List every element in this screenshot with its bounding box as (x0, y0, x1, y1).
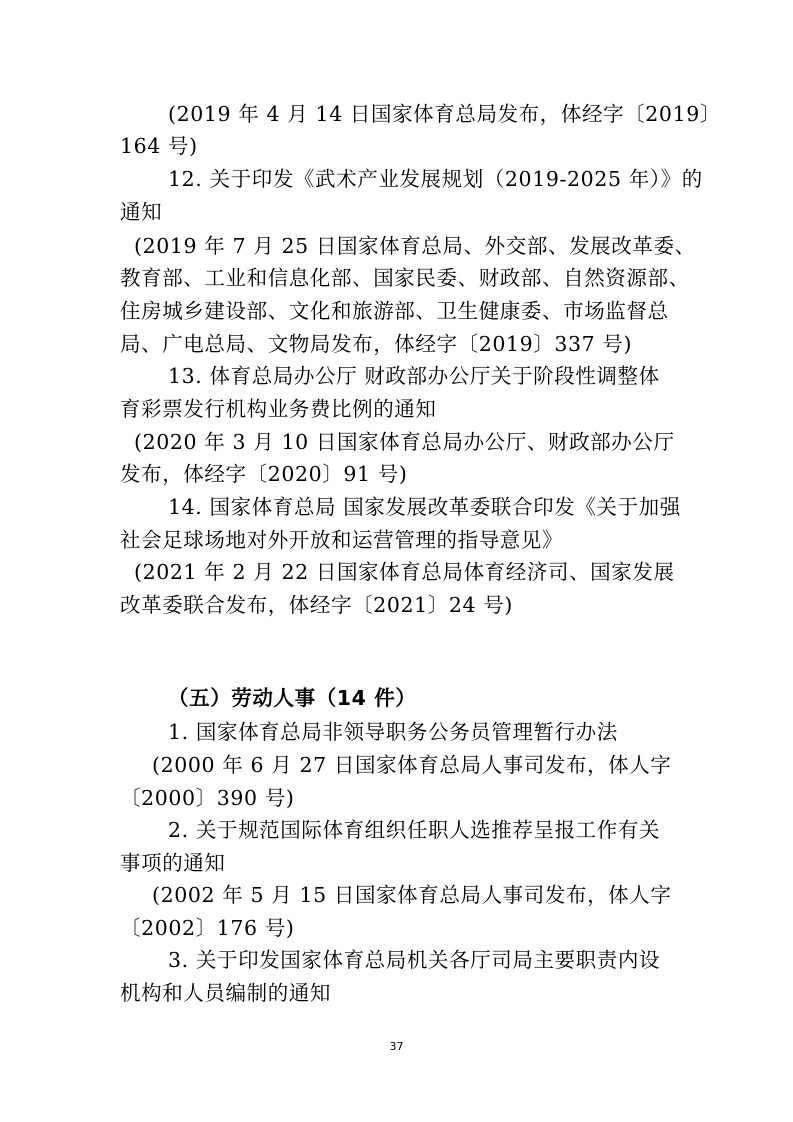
text-line: 2. 关于规范国际体育组织任职人选推荐呈报工作有关 (168, 818, 661, 842)
text-line: 3. 关于印发国家体育总局机关各厅司局主要职责内设 (168, 948, 661, 972)
text-line: (2020 年 3 月 10 日国家体育总局办公厅、财政部办公厅 (134, 430, 675, 454)
text-line: 教育部、工业和信息化部、国家民委、财政部、自然资源部、 (120, 266, 690, 290)
text-line: 机构和人员编制的通知 (120, 981, 331, 1005)
section-heading: （五）劳动人事（14 件） (168, 686, 417, 710)
text-line: 164 号) (120, 134, 198, 158)
text-line: 12. 关于印发《武术产业发展规划（2019-2025 年）》的 (168, 167, 703, 191)
text-line: 1. 国家体育总局非领导职务公务员管理暂行办法 (168, 720, 618, 744)
text-line: 发布，体经字〔2020〕91 号) (120, 462, 408, 486)
text-line: 〔2002〕176 号) (120, 916, 295, 940)
text-line: 社会足球场地对外开放和运营管理的指导意见》 (120, 528, 564, 552)
text-line: (2002 年 5 月 15 日国家体育总局人事司发布，体人字 (152, 883, 672, 907)
page-number: 37 (389, 1040, 404, 1053)
text-line: 局、广电总局、文物局发布，体经字〔2019〕337 号) (120, 332, 633, 356)
text-line: 13. 体育总局办公厅 财政部办公厅关于阶段性调整体 (168, 364, 660, 388)
text-line: (2019 年 7 月 25 日国家体育总局、外交部、发展改革委、 (134, 234, 696, 258)
text-line: 〔2000〕390 号) (120, 786, 295, 810)
text-line: 改革委联合发布，体经字〔2021〕24 号) (120, 593, 513, 617)
text-line: (2021 年 2 月 22 日国家体育总局体育经济司、国家发展 (134, 560, 675, 584)
text-line: (2019 年 4 月 14 日国家体育总局发布，体经字〔2019〕 (168, 102, 721, 126)
text-line: 住房城乡建设部、文化和旅游部、卫生健康委、市场监督总 (120, 299, 669, 323)
text-line: 育彩票发行机构业务费比例的通知 (120, 397, 437, 421)
text-line: 通知 (120, 200, 163, 224)
text-line: 14. 国家体育总局 国家发展改革委联合印发《关于加强 (168, 495, 681, 519)
text-line: (2000 年 6 月 27 日国家体育总局人事司发布，体人字 (152, 753, 672, 777)
text-line: 事项的通知 (120, 851, 226, 875)
